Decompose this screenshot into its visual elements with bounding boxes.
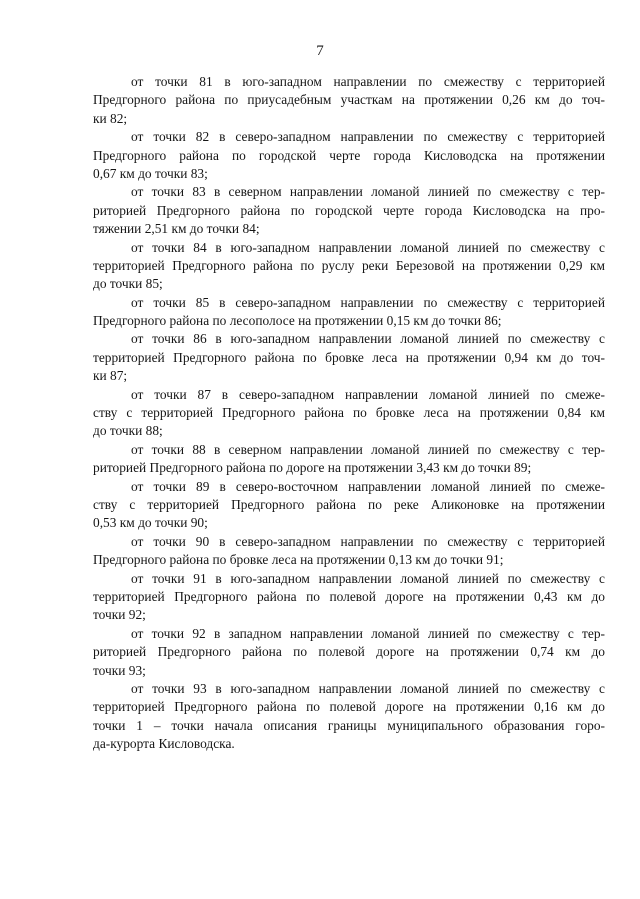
text-line: от точки 85 в северо-западном направлении по смежеству с территорией — [131, 294, 605, 310]
text-line: 0,67 км до точки 83; — [93, 165, 208, 181]
text-line: да-курорта Кисловодска. — [93, 736, 235, 752]
paragraph — [93, 570, 605, 625]
paragraph — [93, 183, 605, 238]
text-line: от точки 86 в юго-западном направлении ломаной линией по смежеству с — [131, 331, 605, 347]
text-line: от точки 83 в северном направлении ломаной линией по смежеству с тер- — [131, 184, 605, 200]
text-line: Предгорного района по бровке леса на протяжении 0,13 км до точки 91; — [93, 552, 504, 568]
paragraph — [93, 386, 605, 441]
paragraph — [93, 128, 605, 183]
paragraph — [93, 330, 605, 385]
paragraph — [93, 680, 605, 754]
text-line: риторией Предгорного района по городской черте города Кисловодска на про- — [93, 202, 605, 218]
text-line: ки 87; — [93, 368, 128, 384]
paragraph — [93, 73, 605, 128]
text-line: 0,53 км до точки 90; — [93, 515, 208, 531]
text-line: от точки 91 в юго-западном направлении ломаной линией по смежеству с — [131, 570, 605, 586]
text-line: Предгорного района по лесополосе на протяжении 0,15 км до точки 86; — [93, 313, 502, 329]
paragraph — [93, 294, 605, 331]
text-line: риторией Предгорного района по дороге на протяжении 3,43 км до точки 89; — [93, 460, 532, 476]
text-line: Предгорного района по городской черте города Кисловодска на протяжении — [93, 147, 605, 163]
page-number: 7 — [316, 43, 324, 59]
text-line: от точки 88 в северном направлении ломаной линией по смежеству с тер- — [131, 441, 605, 457]
text-line: тяжении 2,51 км до точки 84; — [93, 221, 260, 237]
text-line: до точки 88; — [93, 423, 163, 439]
text-line: точки 1 – точки начала описания границы муниципального образования горо- — [93, 717, 605, 733]
text-line: территорией Предгорного района по полевой дороге на протяжении 0,43 км до — [93, 588, 605, 604]
text-line: от точки 87 в северо-западном направлении ломаной линией по смеже- — [131, 386, 605, 402]
text-line: точки 92; — [93, 607, 146, 623]
text-line: от точки 93 в юго-западном направлении ломаной линией по смежеству с — [131, 680, 605, 696]
text-line: территорией Предгорного района по бровке леса на протяжении 0,94 км до точ- — [93, 349, 605, 365]
text-line: от точки 92 в западном направлении ломаной линией по смежеству с тер- — [131, 625, 605, 641]
paragraph — [93, 441, 605, 478]
text-line: территорией Предгорного района по руслу реки Березовой на протяжении 0,29 км — [93, 257, 605, 273]
text-line: территорией Предгорного района по полевой дороге на протяжении 0,16 км до — [93, 699, 605, 715]
text-line: ки 82; — [93, 110, 128, 126]
text-line: Предгорного района по приусадебным участкам на протяжении 0,26 км до точ- — [93, 92, 605, 108]
text-line: от точки 81 в юго-западном направлении по смежеству с территорией — [131, 74, 605, 89]
text-line: ству с территорией Предгорного района по бровке леса на протяжении 0,84 км — [93, 405, 605, 421]
text-line: риторией Предгорного района по полевой дороге на протяжении 0,74 км до — [93, 644, 605, 660]
paragraph — [93, 478, 605, 533]
text-line: точки 93; — [93, 662, 146, 678]
text-line: от точки 82 в северо-западном направлении по смежеству с территорией — [131, 129, 605, 145]
text-line: от точки 84 в юго-западном направлении ломаной линией по смежеству с — [131, 239, 605, 255]
document-body — [93, 73, 605, 753]
text-line: от точки 89 в северо-восточном направлении ломаной линией по смеже- — [131, 478, 605, 494]
paragraph — [93, 239, 605, 294]
text-line: от точки 90 в северо-западном направлении по смежеству с территорией — [131, 533, 605, 549]
text-line: ству с территорией Предгорного района по реке Аликоновке на протяжении — [93, 496, 605, 512]
text-line: до точки 85; — [93, 276, 163, 292]
paragraph — [93, 533, 605, 570]
paragraph — [93, 625, 605, 680]
